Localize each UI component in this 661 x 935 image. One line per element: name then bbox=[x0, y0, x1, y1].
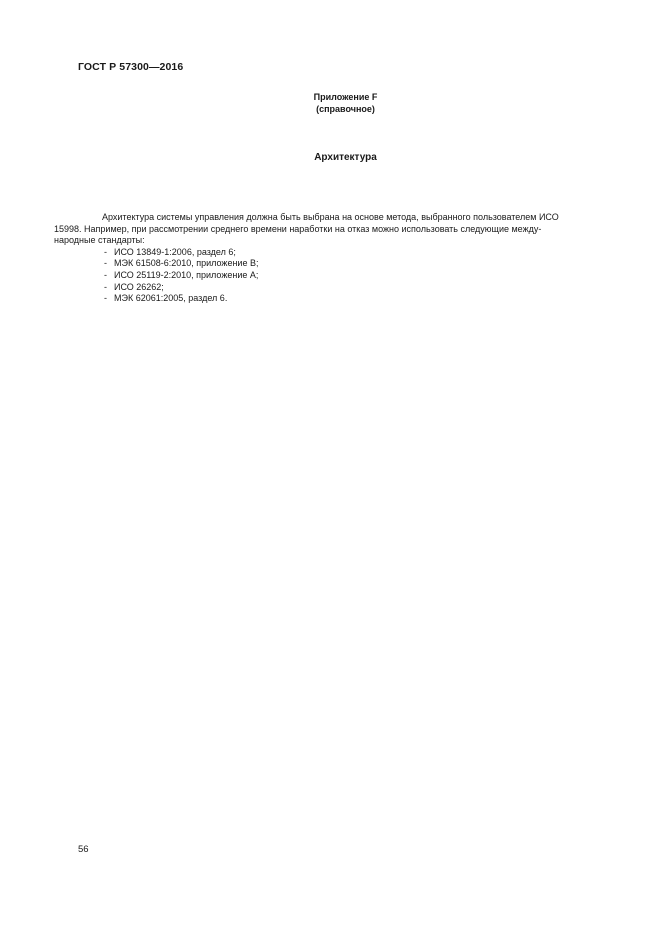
list-item-text: МЭК 62061:2005, раздел 6. bbox=[114, 293, 228, 304]
annex-label: Приложение F bbox=[313, 92, 378, 102]
page-number: 56 bbox=[78, 844, 89, 855]
paragraph-line-1: Архитектура системы управления должна быть выбрана на основе метода, выбранного пользователем ИСО bbox=[102, 212, 559, 222]
list-item-text: ИСО 25119-2:2010, приложение А; bbox=[114, 269, 259, 280]
paragraph-line-3: народные стандарты: bbox=[54, 235, 145, 246]
list-item bbox=[78, 258, 616, 270]
annex-kind: (справочное) bbox=[316, 104, 375, 114]
annex-heading bbox=[0, 91, 661, 115]
list-item bbox=[78, 247, 616, 259]
annex-title: Архитектура bbox=[314, 152, 377, 163]
intro-paragraph bbox=[54, 212, 616, 247]
list-item-text: ИСО 26262; bbox=[114, 281, 164, 292]
list-item bbox=[78, 293, 616, 305]
standards-list bbox=[78, 247, 616, 305]
list-item-text: ИСО 13849-1:2006, раздел 6; bbox=[114, 246, 236, 257]
document-code: ГОСТ Р 57300—2016 bbox=[78, 61, 184, 73]
list-item-text: МЭК 61508-6:2010, приложение B; bbox=[114, 258, 259, 269]
list-dash: - bbox=[104, 269, 107, 280]
list-dash: - bbox=[104, 281, 107, 292]
list-item bbox=[78, 270, 616, 282]
list-dash: - bbox=[104, 246, 107, 257]
list-dash: - bbox=[104, 293, 107, 304]
list-item bbox=[78, 282, 616, 294]
paragraph-line-2: 15998. Например, при рассмотрении среднего времени наработки на отказ можно использовать следующие между- bbox=[54, 223, 542, 234]
list-dash: - bbox=[104, 258, 107, 269]
annex-body bbox=[54, 212, 616, 305]
